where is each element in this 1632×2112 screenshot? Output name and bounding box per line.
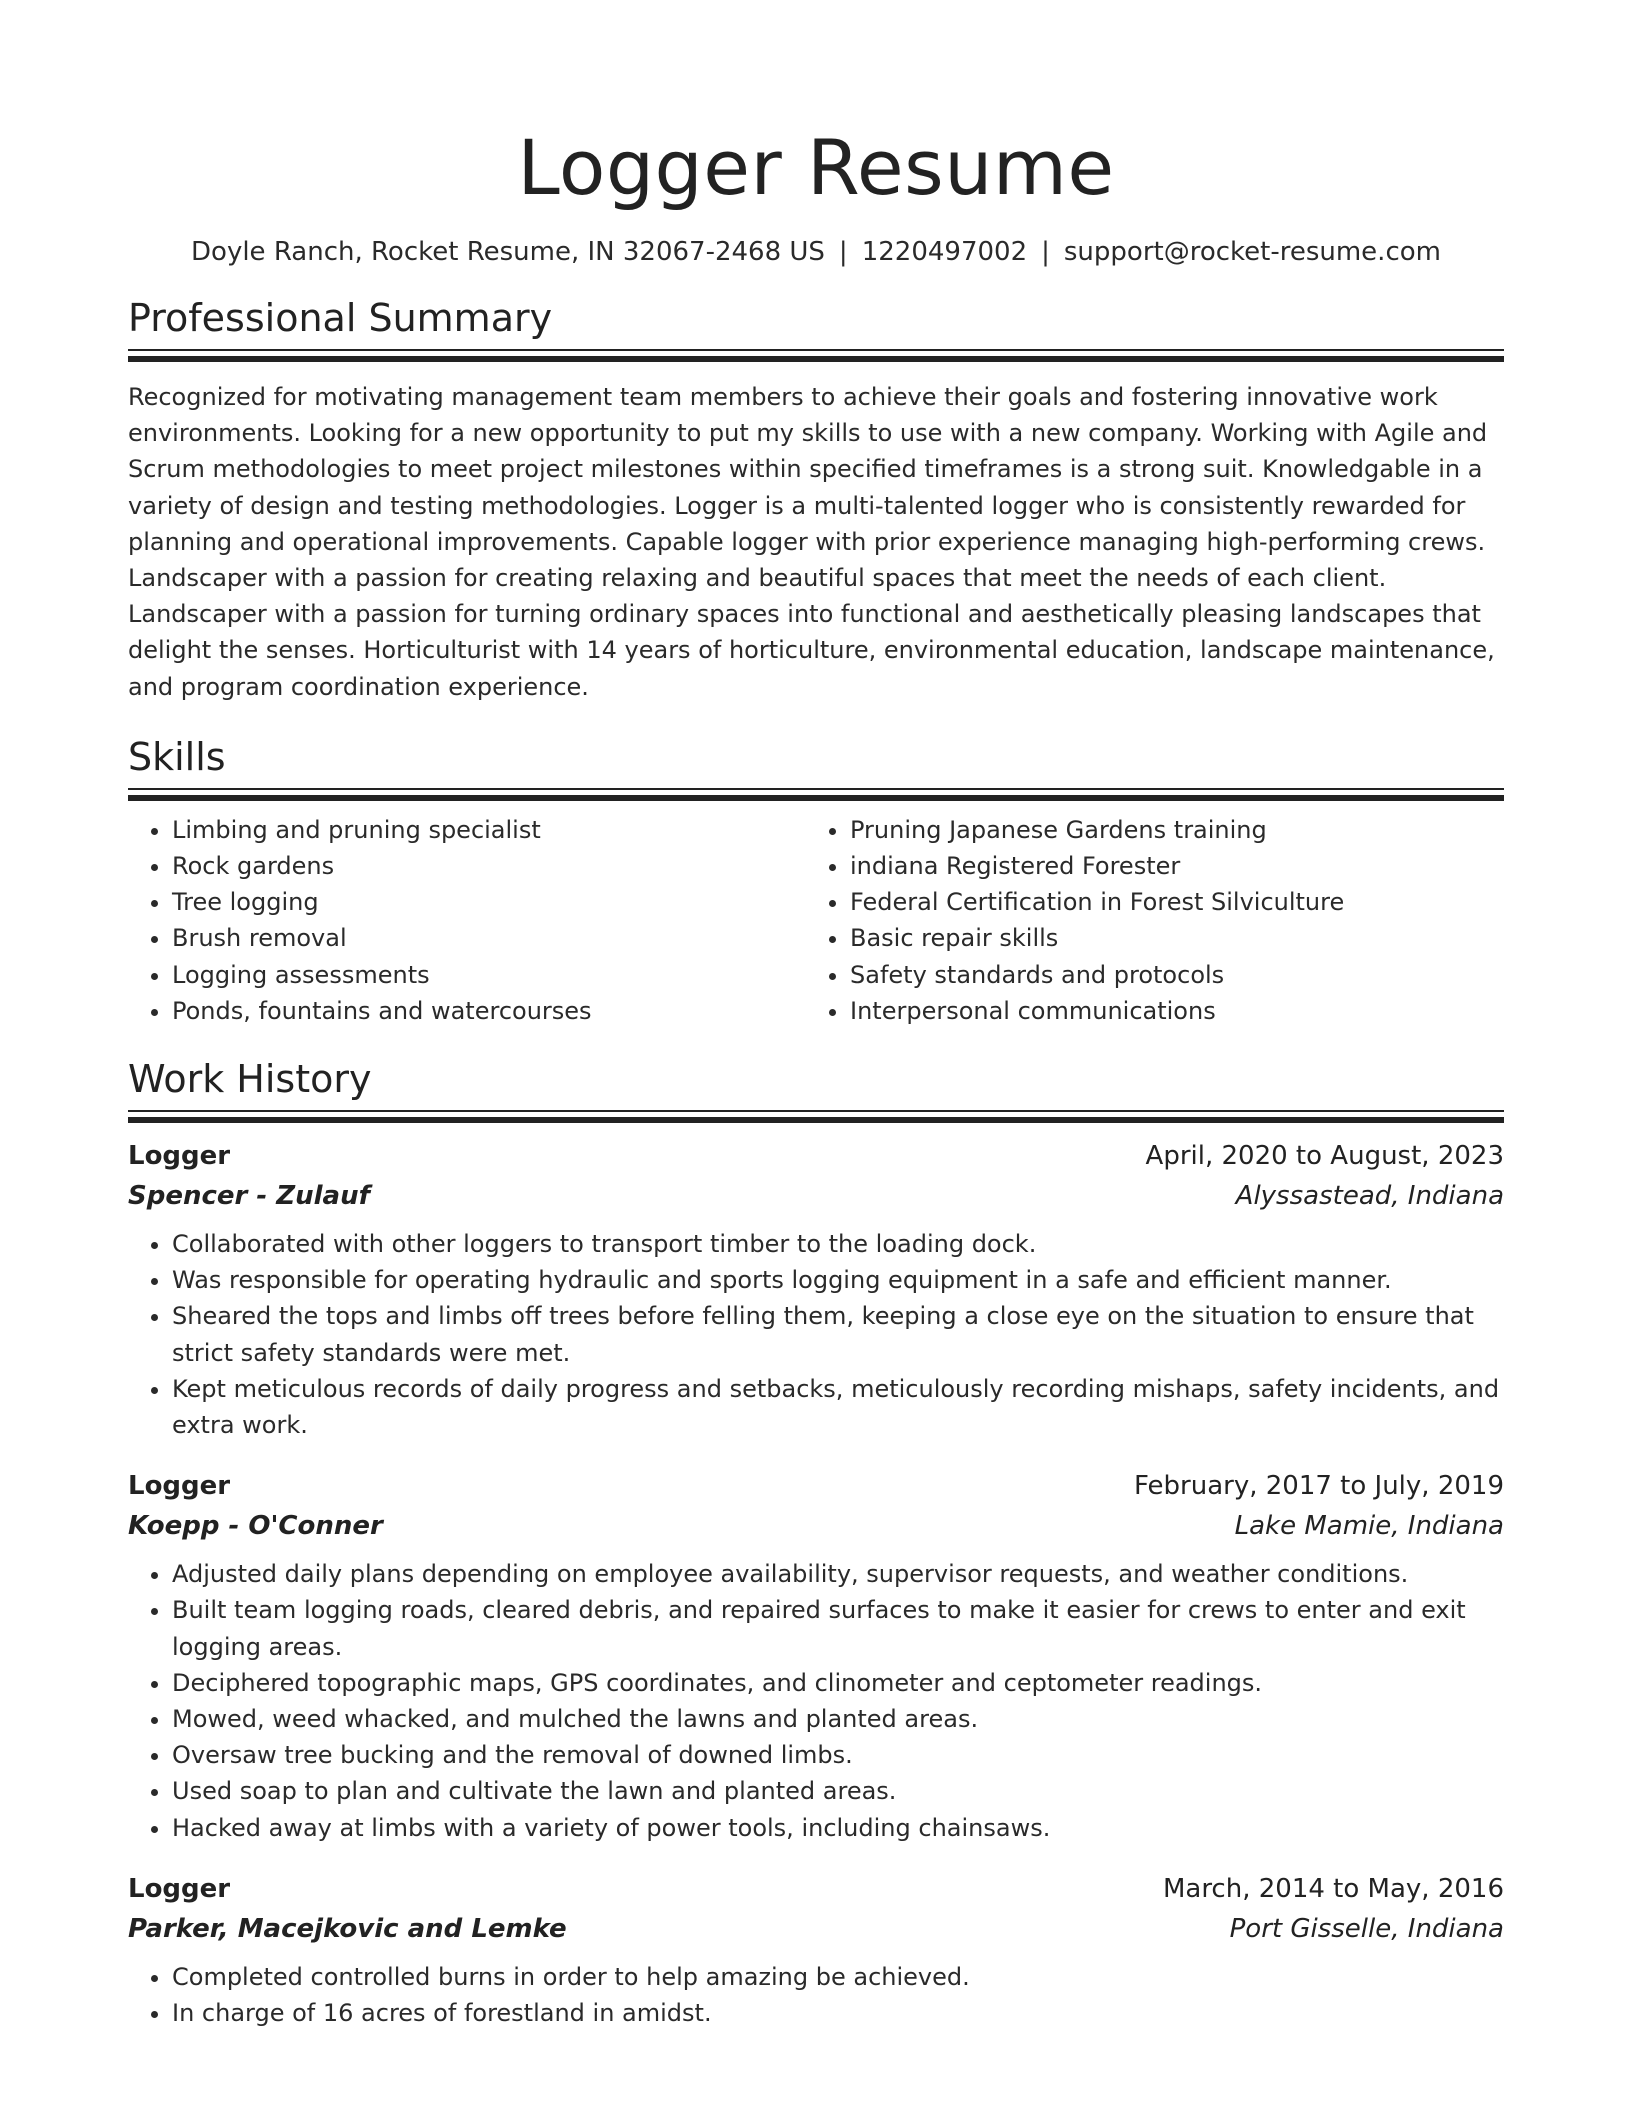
job-header [128, 1466, 1504, 1506]
section-divider [128, 349, 1504, 363]
skill-item: • Pruning Japanese Gardens training [850, 812, 1484, 848]
section-divider [128, 1110, 1504, 1124]
skills-section [128, 734, 1504, 1029]
job-location: Alyssastead, Indiana [1235, 1181, 1504, 1212]
job-bullet: • Kept meticulous records of daily progress and setbacks, meticulously recording mishaps, safety incidents, and extra work. [172, 1371, 1504, 1443]
job-bullet: • Adjusted daily plans depending on employee availability, supervisor requests, and weather conditions. [172, 1556, 1504, 1592]
skill-item: • Federal Certification in Forest Silviculture [850, 884, 1484, 920]
job-entry [128, 1869, 1504, 2031]
job-bullet: • Used soap to plan and cultivate the lawn and planted areas. [172, 1773, 1504, 1809]
job-location: Lake Mamie, Indiana [1234, 1511, 1504, 1542]
skills-grid [128, 812, 1504, 1029]
summary-paragraph: Recognized for motivating management team members to achieve their goals and fostering innovative work environments. Looking for a new opportunity to put my skills to use with a new company. Working with Agile and Scrum methodologies to meet project milestones within specified timeframes is a strong suit. Knowledgable in a variety of design and testing methodologies. Logger is a multi-talented logger who is consistently rewarded for planning and operational improvements. Capable logger with prior experience managing high-performing crews. Landscaper with a passion for creating relaxing and beautiful spaces that meet the needs of each client. Landscaper with a passion for turning ordinary spaces into functional and aesthetically pleasing landscapes that delight the senses. Horticulturist with 14 years of horticulture, environmental education, landscape maintenance, and program coordination experience. [128, 383, 1495, 701]
work-section [128, 1056, 1504, 2031]
job-subheader [128, 1176, 1504, 1216]
job-bullet: • Hacked away at limbs with a variety of power tools, including chainsaws. [172, 1810, 1504, 1846]
contact-separator: | [1041, 237, 1050, 267]
job-bullet: • Oversaw tree bucking and the removal of downed limbs. [172, 1737, 1504, 1773]
job-entry [128, 1136, 1504, 1443]
job-company: Spencer - Zulauf [128, 1181, 370, 1212]
job-bullet: • Built team logging roads, cleared debris, and repaired surfaces to make it easier for crews to enter and exit logging areas. [172, 1592, 1504, 1664]
skills-list-left [128, 812, 806, 1029]
contact-address: Doyle Ranch, Rocket Resume, IN 32067-2468 US [191, 237, 825, 267]
section-heading-work: Work History [128, 1057, 372, 1102]
contact-separator: | [838, 237, 848, 267]
job-title: Logger [128, 1873, 231, 1904]
job-dates: March, 2014 to May, 2016 [1162, 1873, 1504, 1904]
section-heading-summary: Professional Summary [128, 296, 553, 340]
skill-item: • Safety standards and protocols [850, 957, 1484, 993]
skills-column-left [128, 812, 806, 1029]
job-location: Port Gisselle, Indiana [1229, 1913, 1504, 1944]
job-bullet-list [128, 1959, 1504, 2031]
contact-line [128, 235, 1504, 269]
skill-item: • Ponds, fountains and watercourses [172, 993, 806, 1029]
skill-item: • Brush removal [172, 920, 806, 956]
resume-page [128, 0, 1504, 2031]
job-company: Koepp - O'Conner [128, 1511, 383, 1542]
section-divider [128, 788, 1504, 802]
resume-title: Logger Resume [517, 123, 1115, 212]
job-header [128, 1136, 1504, 1176]
job-bullet: • Collaborated with other loggers to transport timber to the loading dock. [172, 1226, 1504, 1262]
skill-item: • Interpersonal communications [850, 993, 1484, 1029]
job-bullet-list [128, 1226, 1504, 1443]
skill-item: • Tree logging [172, 884, 806, 920]
job-entry [128, 1466, 1504, 1846]
skill-item: • Logging assessments [172, 957, 806, 993]
skill-item: • Limbing and pruning specialist [172, 812, 806, 848]
job-subheader [128, 1909, 1504, 1949]
summary-section [128, 295, 1504, 705]
job-company: Parker, Macejkovic and Lemke [128, 1913, 567, 1944]
job-title: Logger [128, 1141, 231, 1172]
skill-item: • Rock gardens [172, 848, 806, 884]
section-heading-skills: Skills [128, 734, 226, 779]
job-bullet: • Sheared the tops and limbs off trees before felling them, keeping a close eye on the situation to ensure that strict safety standards were met. [172, 1298, 1504, 1370]
skills-list-right [806, 812, 1484, 1029]
job-title: Logger [128, 1471, 231, 1502]
job-dates: February, 2017 to July, 2019 [1134, 1471, 1504, 1502]
job-dates: April, 2020 to August, 2023 [1145, 1141, 1504, 1172]
skill-item: • indiana Registered Forester [850, 848, 1484, 884]
job-bullet: • Deciphered topographic maps, GPS coordinates, and clinometer and ceptometer readings. [172, 1665, 1504, 1701]
skills-column-right [806, 812, 1484, 1029]
job-header [128, 1869, 1504, 1909]
contact-phone: 1220497002 [861, 237, 1028, 267]
job-subheader [128, 1506, 1504, 1546]
job-bullet: • Completed controlled burns in order to help amazing be achieved. [172, 1959, 1504, 1995]
skill-item: • Basic repair skills [850, 920, 1484, 956]
job-bullet: • Mowed, weed whacked, and mulched the lawns and planted areas. [172, 1701, 1504, 1737]
job-bullet: • Was responsible for operating hydraulic and sports logging equipment in a safe and efficient manner. [172, 1262, 1504, 1298]
job-bullet-list [128, 1556, 1504, 1846]
job-bullet: • In charge of 16 acres of forestland in amidst. [172, 1995, 1504, 2031]
contact-email[interactable]: support@rocket-resume.com [1063, 237, 1441, 267]
